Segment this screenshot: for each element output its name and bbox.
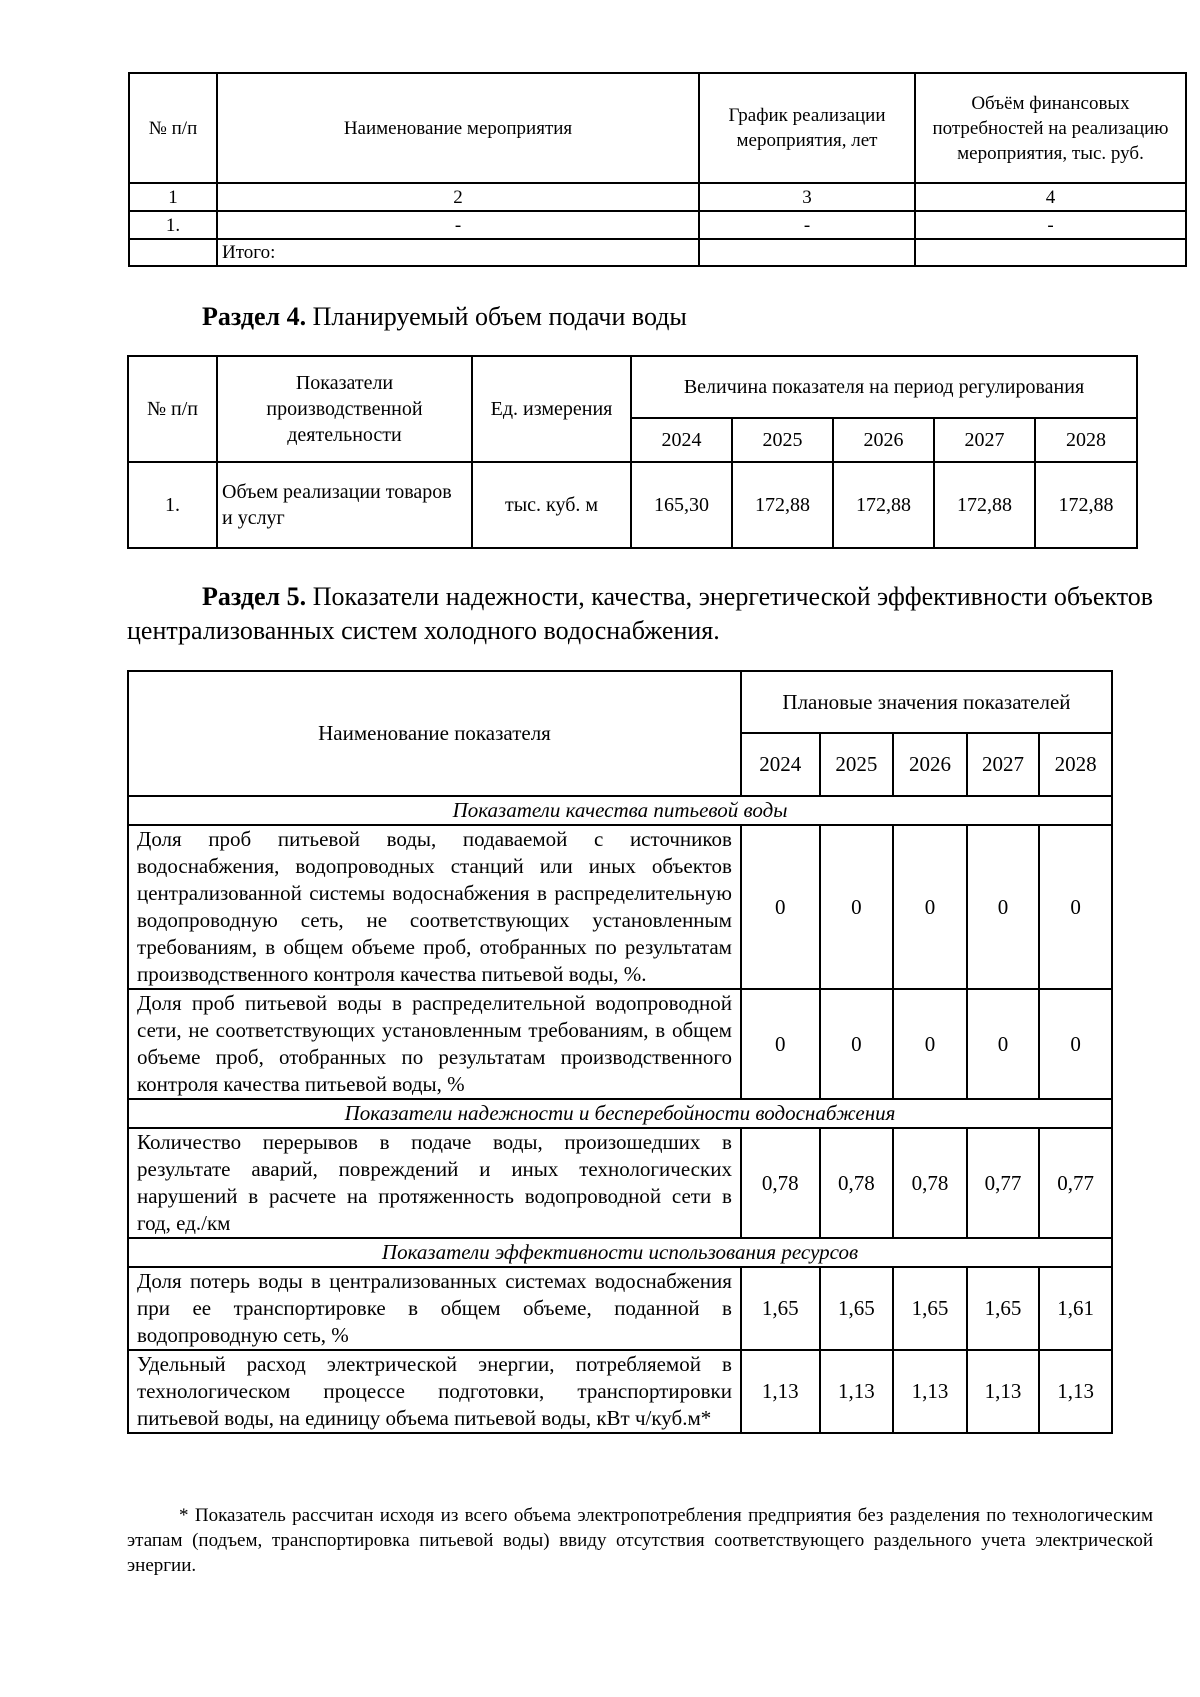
group-title: Показатели эффективности использования ресурсов	[128, 1238, 1112, 1267]
value-cell: 0	[1039, 989, 1112, 1099]
col-header-schedule: График реализации мероприятия, лет	[699, 73, 915, 183]
col-header-planned: Плановые значения показателей	[741, 671, 1112, 733]
row-finance: -	[915, 211, 1186, 239]
value-cell: 0	[967, 825, 1040, 989]
value-cell: 1,65	[967, 1267, 1040, 1350]
year-header: 2024	[631, 418, 732, 462]
group-title: Показатели качества питьевой воды	[128, 796, 1112, 825]
value-cell: 1,13	[893, 1350, 967, 1433]
table-row	[128, 1128, 1112, 1238]
indicator-name: Количество перерывов в подаче воды, произошедших в результате аварий, повреждений и иных технологических нарушений в расчете на протяженность водопроводной сети в год, ед./км	[128, 1128, 741, 1238]
footnote: * Показатель рассчитан исходя из всего объема электропотребления предприятия без разделения по технологическим этапам (подъем, транспортировка питьевой воды) ввиду отсутствия соответствующего раздельного учета электрической энергии.	[127, 1505, 1153, 1576]
indicator-name: Доля проб питьевой воды в распределительной водопроводной сети, не соответствующих установленным требованиям, в общем объеме проб, отобранных по результатам производственного контроля качества питьевой воды, %	[128, 989, 741, 1099]
total-empty	[915, 239, 1186, 266]
section5-title: Показатели надежности, качества, энергетической эффективности объектов централизованных систем холодного водоснабжения.	[127, 582, 1154, 645]
section4-title: Планируемый объем подачи воды	[312, 302, 687, 331]
value-cell: 0	[893, 825, 967, 989]
indicator-name: Удельный расход электрической энергии, потребляемой в технологическом процессе подготовки, транспортировки питьевой воды, на единицу объема питьевой воды, кВт ч/куб.м*	[128, 1350, 741, 1433]
group-row	[128, 796, 1112, 825]
table-row	[129, 211, 1186, 239]
year-header: 2025	[820, 733, 894, 796]
index-cell: 3	[699, 183, 915, 211]
row-num: 1.	[129, 211, 217, 239]
year-header: 2024	[741, 733, 820, 796]
section4-heading	[202, 300, 687, 334]
value-cell: 172,88	[833, 462, 934, 548]
value-cell: 0,77	[1039, 1128, 1112, 1238]
section4-label: Раздел 4.	[202, 302, 307, 331]
value-cell: 1,65	[893, 1267, 967, 1350]
col-header-indicator: Показатели производственной деятельности	[217, 356, 472, 462]
year-header: 2026	[893, 733, 967, 796]
col-header-unit: Ед. измерения	[472, 356, 631, 462]
indicator-name: Доля проб питьевой воды, подаваемой с источников водоснабжения, водопроводных станций или иных объектов централизованной системы водоснабжения в распределительную водопроводную сеть, не соответствующих установленным требованиям, в общем объеме проб, отобранных по результатам производственного контроля качества питьевой воды, %.	[128, 825, 741, 989]
row-unit: тыс. куб. м	[472, 462, 631, 548]
value-cell: 1,65	[741, 1267, 820, 1350]
table-row	[128, 1267, 1112, 1350]
value-cell: 0,78	[820, 1128, 894, 1238]
total-label: Итого:	[217, 239, 699, 266]
value-cell: 1,13	[1039, 1350, 1112, 1433]
year-header: 2025	[732, 418, 833, 462]
table-row	[128, 1350, 1112, 1433]
value-cell: 0	[741, 825, 820, 989]
year-header: 2027	[934, 418, 1035, 462]
value-cell: 0	[893, 989, 967, 1099]
value-cell: 0	[741, 989, 820, 1099]
year-header: 2027	[967, 733, 1040, 796]
value-cell: 0,78	[893, 1128, 967, 1238]
value-cell: 0,77	[967, 1128, 1040, 1238]
col-header-name: Наименование мероприятия	[217, 73, 699, 183]
water-supply-table	[127, 355, 1138, 549]
col-header-period: Величина показателя на период регулирования	[631, 356, 1137, 418]
row-name: -	[217, 211, 699, 239]
index-cell: 2	[217, 183, 699, 211]
value-cell: 172,88	[934, 462, 1035, 548]
value-cell: 0	[820, 825, 894, 989]
value-cell: 165,30	[631, 462, 732, 548]
group-row	[128, 1238, 1112, 1267]
section5-heading	[127, 580, 1153, 648]
col-header-num: № п/п	[128, 356, 217, 462]
year-header: 2026	[833, 418, 934, 462]
index-cell: 1	[129, 183, 217, 211]
col-header-num: № п/п	[129, 73, 217, 183]
row-name: Объем реализации товаров и услуг	[217, 462, 472, 548]
value-cell: 1,13	[741, 1350, 820, 1433]
value-cell: 0	[1039, 825, 1112, 989]
value-cell: 1,65	[820, 1267, 894, 1350]
value-cell: 0	[820, 989, 894, 1099]
value-cell: 0	[967, 989, 1040, 1099]
year-header: 2028	[1039, 733, 1112, 796]
col-header-name: Наименование показателя	[128, 671, 741, 796]
total-empty	[129, 239, 217, 266]
value-cell: 172,88	[1035, 462, 1137, 548]
table-row	[128, 825, 1112, 989]
row-schedule: -	[699, 211, 915, 239]
measures-table	[128, 72, 1187, 267]
indicator-name: Доля потерь воды в централизованных системах водоснабжения при ее транспортировке в общем объеме, поданной в водопроводную сеть, %	[128, 1267, 741, 1350]
table-row	[128, 989, 1112, 1099]
year-header: 2028	[1035, 418, 1137, 462]
col-header-finance: Объём финансовых потребностей на реализацию мероприятия, тыс. руб.	[915, 73, 1186, 183]
total-row	[129, 239, 1186, 266]
value-cell: 1,61	[1039, 1267, 1112, 1350]
value-cell: 1,13	[820, 1350, 894, 1433]
value-cell: 0,78	[741, 1128, 820, 1238]
section5-label: Раздел 5.	[202, 582, 307, 611]
group-row	[128, 1099, 1112, 1128]
row-num: 1.	[128, 462, 217, 548]
index-cell: 4	[915, 183, 1186, 211]
value-cell: 172,88	[732, 462, 833, 548]
indicators-table	[127, 670, 1113, 1434]
table-row	[128, 462, 1137, 548]
value-cell: 1,13	[967, 1350, 1040, 1433]
group-title: Показатели надежности и бесперебойности водоснабжения	[128, 1099, 1112, 1128]
total-empty	[699, 239, 915, 266]
